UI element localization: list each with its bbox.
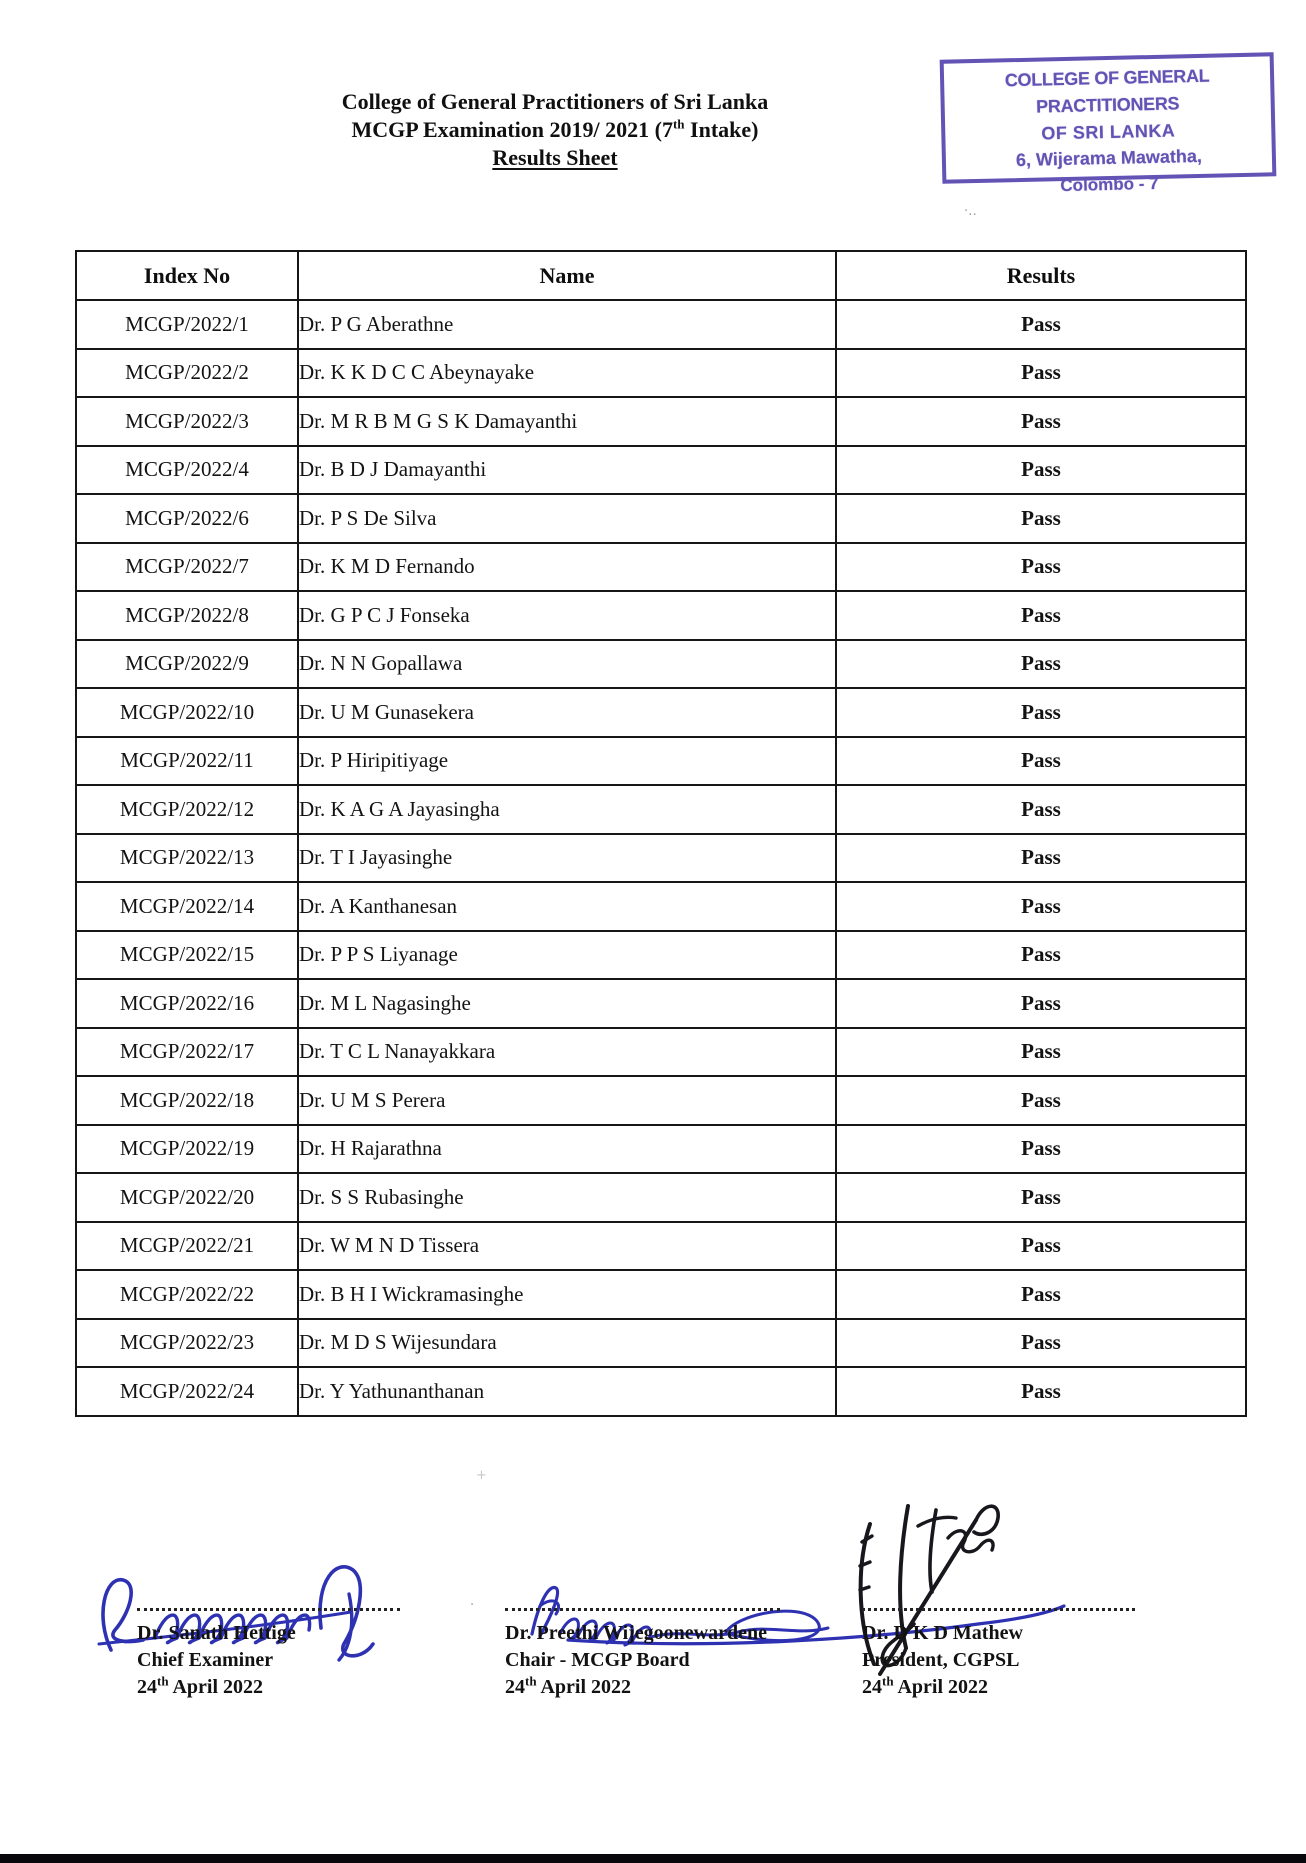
cell-candidate-name: Dr. M R B M G S K Damayanthi <box>298 397 836 446</box>
table-row <box>76 1222 1246 1271</box>
cell-result: Pass <box>836 349 1246 398</box>
cell-result: Pass <box>836 543 1246 592</box>
cell-candidate-name: Dr. A Kanthanesan <box>298 882 836 931</box>
cell-index-no: MCGP/2022/2 <box>76 349 298 398</box>
signature-block-chief-examiner <box>137 1620 296 1701</box>
table-header-name: Name <box>298 251 836 300</box>
signatory-name: Dr. Sanath Hettige <box>137 1622 296 1644</box>
cell-candidate-name: Dr. M D S Wijesundara <box>298 1319 836 1368</box>
cell-index-no: MCGP/2022/12 <box>76 785 298 834</box>
cell-candidate-name: Dr. P G Aberathne <box>298 300 836 349</box>
cell-index-no: MCGP/2022/13 <box>76 834 298 883</box>
date-day: 24 <box>862 1676 882 1698</box>
table-row <box>76 834 1246 883</box>
signature-block-chair-mcgp <box>505 1620 767 1701</box>
signature-block-president <box>862 1620 1023 1701</box>
cell-candidate-name: Dr. B D J Damayanthi <box>298 446 836 495</box>
cell-candidate-name: Dr. T C L Nanayakkara <box>298 1028 836 1077</box>
signature-dotted-line-3 <box>862 1608 1135 1611</box>
cell-index-no: MCGP/2022/23 <box>76 1319 298 1368</box>
table-header-results: Results <box>836 251 1246 300</box>
cell-candidate-name: Dr. Y Yathunanthanan <box>298 1367 836 1416</box>
results-table <box>75 250 1247 1417</box>
table-row <box>76 979 1246 1028</box>
signatory-role: President, CGPSL <box>862 1649 1020 1671</box>
college-rubber-stamp <box>940 52 1277 196</box>
cell-candidate-name: Dr. S S Rubasinghe <box>298 1173 836 1222</box>
cell-result: Pass <box>836 1222 1246 1271</box>
table-row <box>76 1270 1246 1319</box>
date-rest: April 2022 <box>893 1676 989 1698</box>
cell-result: Pass <box>836 397 1246 446</box>
cell-candidate-name: Dr. K A G A Jayasingha <box>298 785 836 834</box>
cell-candidate-name: Dr. P S De Silva <box>298 494 836 543</box>
title-exam-superscript: th <box>672 116 685 132</box>
table-row <box>76 882 1246 931</box>
cell-candidate-name: Dr. K K D C C Abeynayake <box>298 349 836 398</box>
cell-index-no: MCGP/2022/24 <box>76 1367 298 1416</box>
cell-result: Pass <box>836 640 1246 689</box>
stamp-line-1: COLLEGE OF GENERAL PRACTITIONERS <box>1004 65 1210 117</box>
signature-dotted-line-1 <box>137 1608 400 1611</box>
cell-candidate-name: Dr. H Rajarathna <box>298 1125 836 1174</box>
cell-result: Pass <box>836 1125 1246 1174</box>
cell-index-no: MCGP/2022/19 <box>76 1125 298 1174</box>
cell-candidate-name: Dr. N N Gopallawa <box>298 640 836 689</box>
title-college-text: College of General Practitioners of Sri Lanka <box>341 89 769 114</box>
scan-artifact: ·‥ <box>964 204 977 219</box>
signatory-date <box>137 1674 296 1701</box>
table-row <box>76 1319 1246 1368</box>
cell-candidate-name: Dr. P P S Liyanage <box>298 931 836 980</box>
cell-candidate-name: Dr. P Hiripitiyage <box>298 737 836 786</box>
table-header-row <box>76 251 1246 300</box>
table-row <box>76 1028 1246 1077</box>
date-superscript: th <box>882 1673 894 1689</box>
cell-index-no: MCGP/2022/9 <box>76 640 298 689</box>
stamp-line-3: 6, Wijerama Mawatha, <box>1015 145 1203 171</box>
cell-candidate-name: Dr. M L Nagasinghe <box>298 979 836 1028</box>
cell-result: Pass <box>836 591 1246 640</box>
cell-index-no: MCGP/2022/16 <box>76 979 298 1028</box>
cell-candidate-name: Dr. W M N D Tissera <box>298 1222 836 1271</box>
signatory-date <box>505 1674 767 1701</box>
table-row <box>76 543 1246 592</box>
cell-result: Pass <box>836 1270 1246 1319</box>
cell-candidate-name: Dr. T I Jayasinghe <box>298 834 836 883</box>
title-exam-text: MCGP Examination 2019/ 2021 (7 <box>351 117 673 142</box>
table-row <box>76 349 1246 398</box>
cell-result: Pass <box>836 688 1246 737</box>
date-rest: April 2022 <box>536 1676 632 1698</box>
cell-index-no: MCGP/2022/18 <box>76 1076 298 1125</box>
table-row <box>76 1173 1246 1222</box>
cell-result: Pass <box>836 1367 1246 1416</box>
cell-result: Pass <box>836 737 1246 786</box>
cell-result: Pass <box>836 931 1246 980</box>
cell-index-no: MCGP/2022/22 <box>76 1270 298 1319</box>
cell-result: Pass <box>836 300 1246 349</box>
cell-result: Pass <box>836 446 1246 495</box>
cell-index-no: MCGP/2022/7 <box>76 543 298 592</box>
table-row <box>76 397 1246 446</box>
table-header-index: Index No <box>76 251 298 300</box>
date-superscript: th <box>157 1673 169 1689</box>
table-row <box>76 446 1246 495</box>
cell-candidate-name: Dr. K M D Fernando <box>298 543 836 592</box>
table-row <box>76 640 1246 689</box>
cell-index-no: MCGP/2022/20 <box>76 1173 298 1222</box>
cell-result: Pass <box>836 1319 1246 1368</box>
cell-candidate-name: Dr. G P C J Fonseka <box>298 591 836 640</box>
cell-candidate-name: Dr. U M Gunasekera <box>298 688 836 737</box>
cell-index-no: MCGP/2022/8 <box>76 591 298 640</box>
cell-result: Pass <box>836 882 1246 931</box>
signatory-role: Chief Examiner <box>137 1649 274 1671</box>
date-superscript: th <box>525 1673 537 1689</box>
table-row <box>76 931 1246 980</box>
cell-result: Pass <box>836 1028 1246 1077</box>
cell-candidate-name: Dr. U M S Perera <box>298 1076 836 1125</box>
table-row <box>76 688 1246 737</box>
stamp-line-2: OF SRI LANKA <box>1041 120 1176 144</box>
cell-index-no: MCGP/2022/1 <box>76 300 298 349</box>
cell-index-no: MCGP/2022/14 <box>76 882 298 931</box>
cell-result: Pass <box>836 785 1246 834</box>
scan-bottom-edge <box>0 1854 1306 1863</box>
cell-index-no: MCGP/2022/10 <box>76 688 298 737</box>
scan-artifact: + <box>476 1468 487 1483</box>
signatory-name: Dr. D K D Mathew <box>862 1622 1023 1644</box>
cell-index-no: MCGP/2022/11 <box>76 737 298 786</box>
cell-result: Pass <box>836 1173 1246 1222</box>
title-exam-text-end: Intake) <box>684 117 759 142</box>
table-row <box>76 1367 1246 1416</box>
table-row <box>76 494 1246 543</box>
table-row <box>76 737 1246 786</box>
date-day: 24 <box>505 1676 525 1698</box>
title-results-sheet-text: Results Sheet <box>492 145 618 170</box>
table-row <box>76 1076 1246 1125</box>
table-row <box>76 300 1246 349</box>
cell-index-no: MCGP/2022/3 <box>76 397 298 446</box>
cell-index-no: MCGP/2022/15 <box>76 931 298 980</box>
table-row <box>76 591 1246 640</box>
cell-result: Pass <box>836 834 1246 883</box>
cell-result: Pass <box>836 494 1246 543</box>
signature-dotted-line-2 <box>505 1608 780 1611</box>
cell-index-no: MCGP/2022/6 <box>76 494 298 543</box>
stamp-line-4: Colombo - 7 <box>1060 173 1159 196</box>
date-day: 24 <box>137 1676 157 1698</box>
scan-artifact: · <box>470 1598 475 1613</box>
table-row <box>76 1125 1246 1174</box>
date-rest: April 2022 <box>168 1676 264 1698</box>
cell-index-no: MCGP/2022/4 <box>76 446 298 495</box>
signatory-name: Dr. Preethi Wijegoonewardene <box>505 1622 768 1644</box>
cell-index-no: MCGP/2022/21 <box>76 1222 298 1271</box>
cell-result: Pass <box>836 979 1246 1028</box>
signatory-role: Chair - MCGP Board <box>505 1649 690 1671</box>
cell-result: Pass <box>836 1076 1246 1125</box>
table-row <box>76 785 1246 834</box>
cell-index-no: MCGP/2022/17 <box>76 1028 298 1077</box>
signatory-date <box>862 1674 1023 1701</box>
cell-candidate-name: Dr. B H I Wickramasinghe <box>298 1270 836 1319</box>
